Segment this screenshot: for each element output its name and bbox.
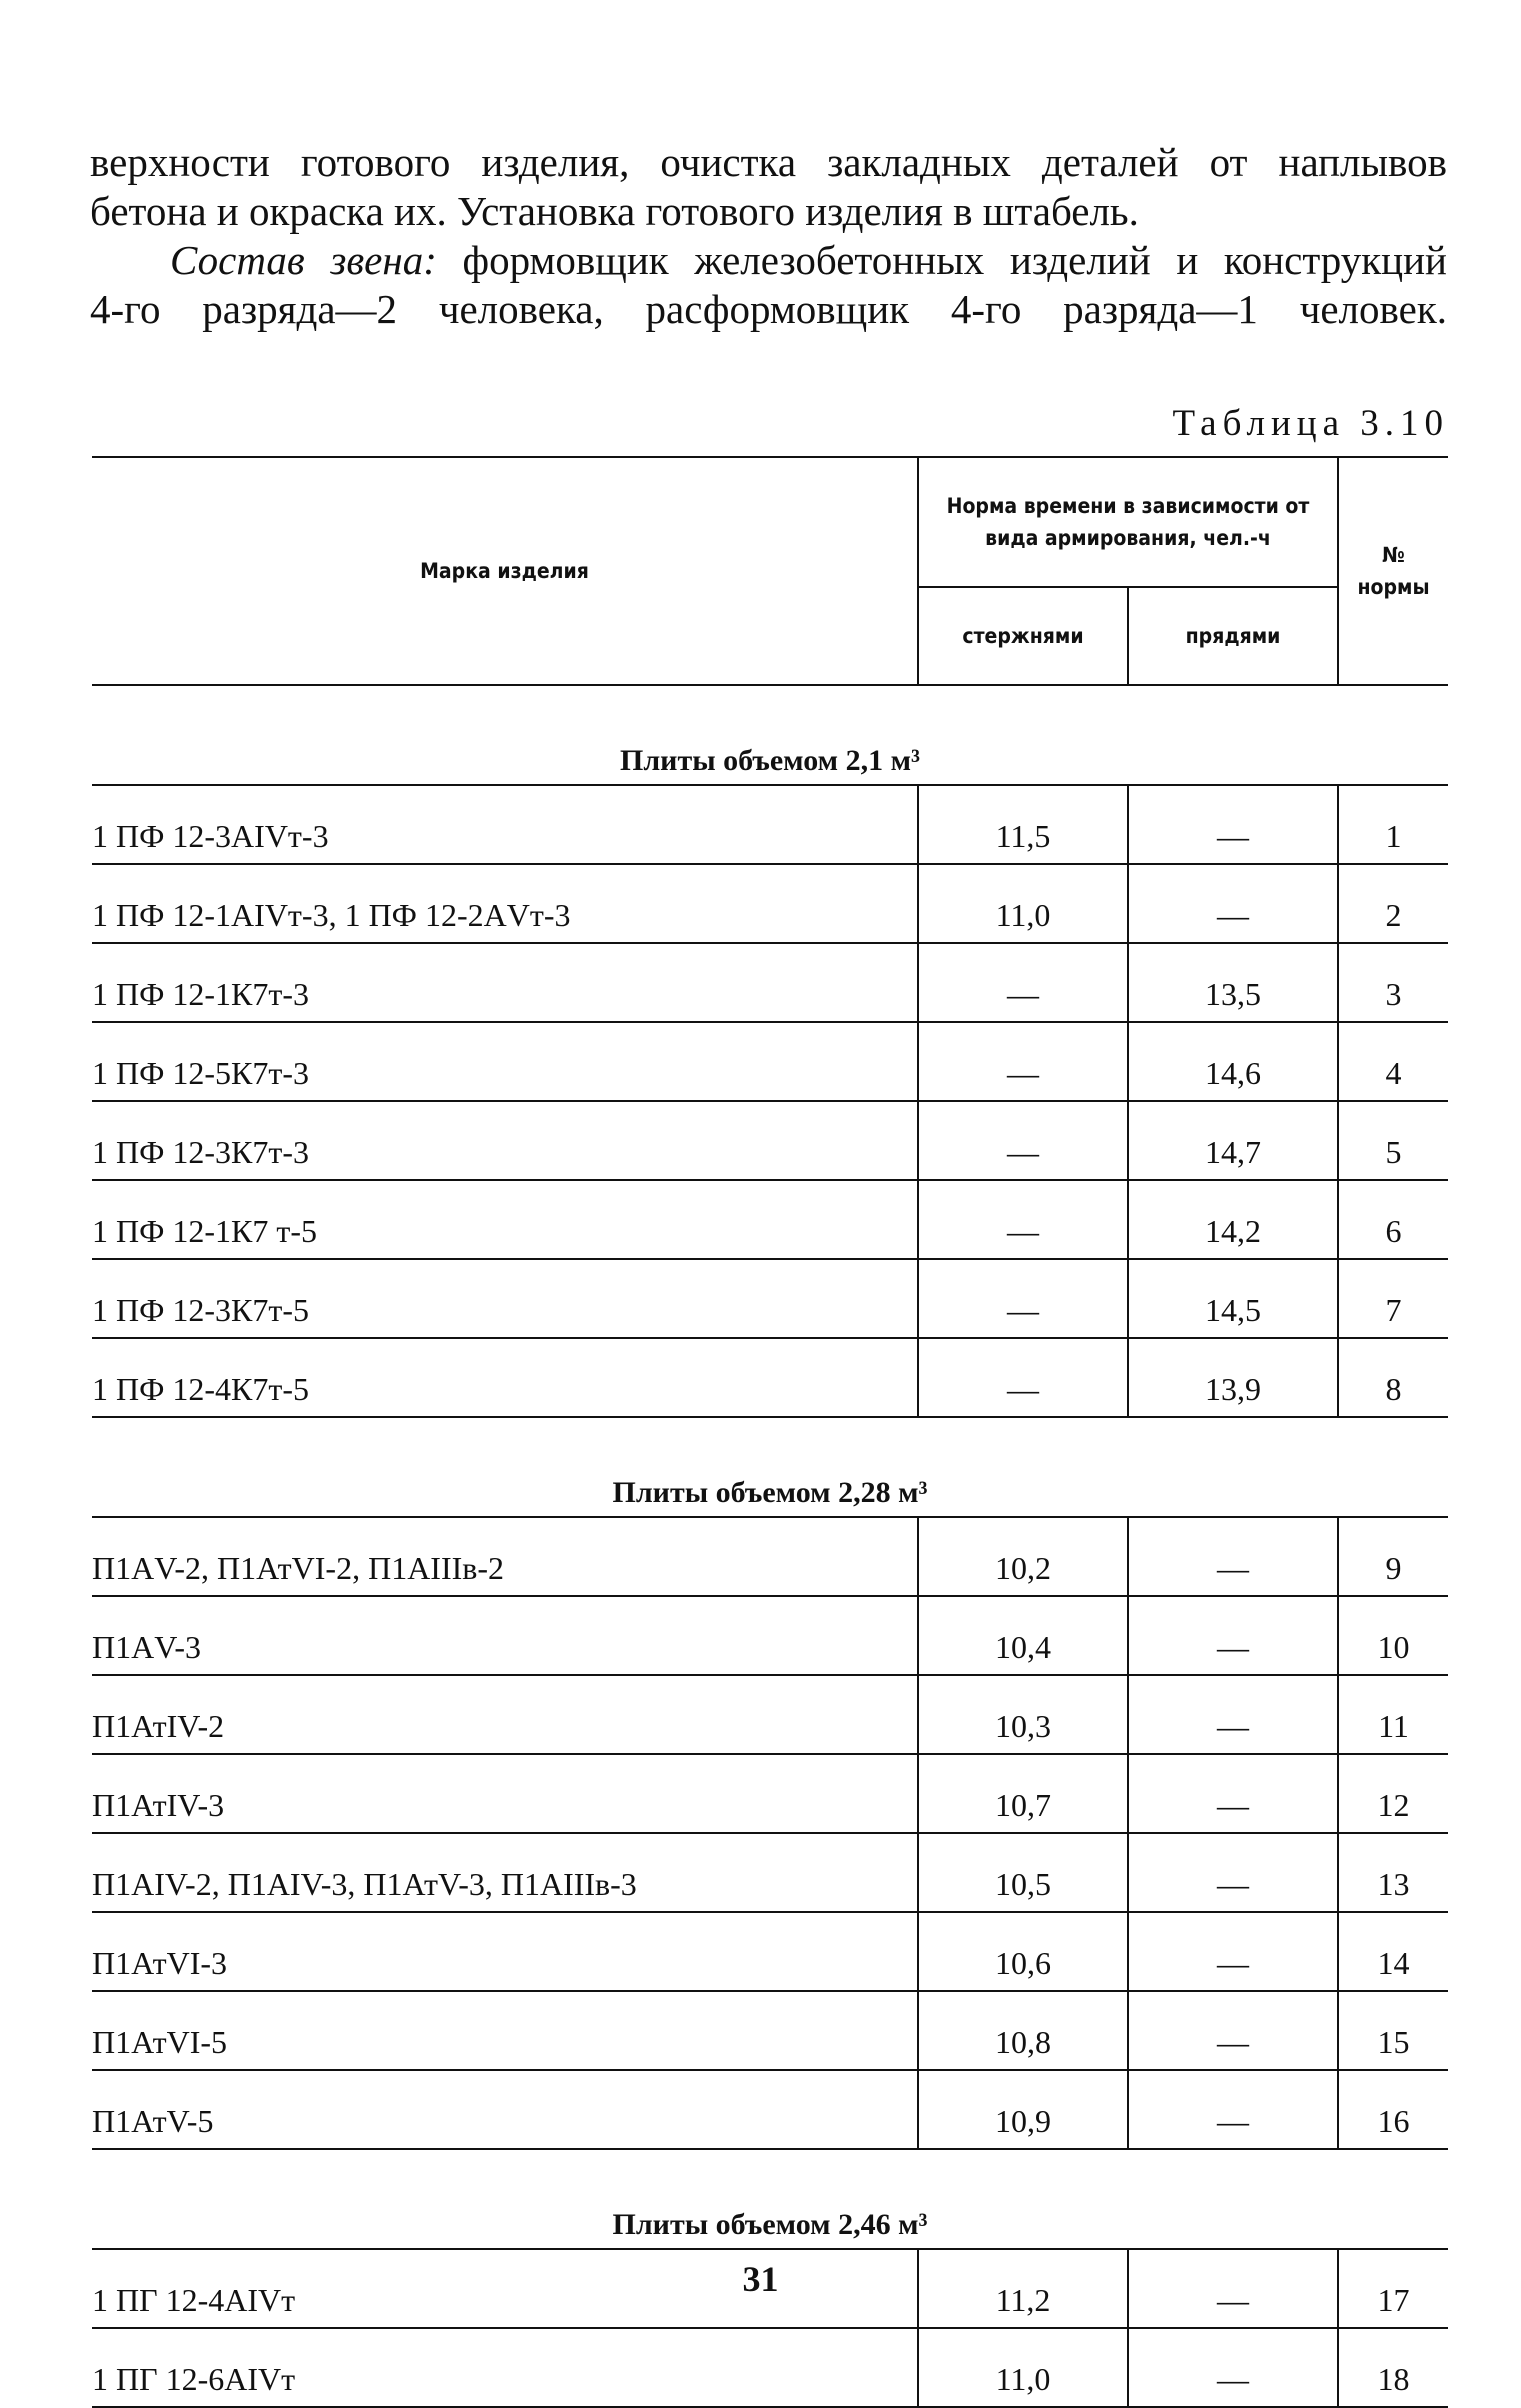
table-row: [92, 1180, 1448, 1259]
norm-number: 15: [1338, 1991, 1448, 2070]
norm-number: 2: [1338, 864, 1448, 943]
table-row: [92, 1991, 1448, 2070]
brand-cell: 1 ПФ 12-4К7т-5: [92, 1338, 918, 1417]
brand-cell: П1АV-2, П1АтVI-2, П1АIIIв-2: [92, 1517, 918, 1596]
crew-line: [90, 236, 1447, 285]
brand-cell: П1АтVI-3: [92, 1912, 918, 1991]
rods-value: —: [918, 1022, 1128, 1101]
page-number: 31: [742, 2259, 779, 2299]
brand-cell: 1 ПГ 12-4АIVт: [92, 2249, 918, 2328]
rods-value: 11,5: [918, 785, 1128, 864]
brand-cell: 1 ПФ 12-1К7 т-5: [92, 1180, 918, 1259]
table-row: [92, 2328, 1448, 2407]
intro-line: 4-го разряда—2 человека, расформовщик 4-го разряда—1 человек.: [90, 286, 1447, 332]
norm-number: 18: [1338, 2328, 1448, 2407]
strands-value: 13,9: [1128, 1338, 1338, 1417]
norm-number: 5: [1338, 1101, 1448, 1180]
group-title: Плиты объемом 2,1 м³: [92, 685, 1448, 785]
brand-cell: П1АтIV-2: [92, 1675, 918, 1754]
table-row: [92, 1912, 1448, 1991]
intro-line: верхности готового изделия, очистка закладных деталей от наплывов: [90, 139, 1447, 185]
strands-value: —: [1128, 785, 1338, 864]
table-row: [92, 864, 1448, 943]
strands-value: —: [1128, 2070, 1338, 2149]
table-body: [92, 685, 1448, 2407]
norm-number: 13: [1338, 1833, 1448, 1912]
group-title: Плиты объемом 2,46 м³: [92, 2149, 1448, 2249]
group-header-row: [92, 685, 1448, 785]
brand-cell: 1 ПГ 12-6АIVт: [92, 2328, 918, 2407]
strands-value: 14,2: [1128, 1180, 1338, 1259]
group-title: Плиты объемом 2,28 м³: [92, 1417, 1448, 1517]
rods-value: 10,7: [918, 1754, 1128, 1833]
brand-cell: П1АтIV-3: [92, 1754, 918, 1833]
intro-text: [90, 138, 1447, 334]
strands-value: —: [1128, 1912, 1338, 1991]
rods-value: 10,2: [918, 1517, 1128, 1596]
strands-value: —: [1128, 1754, 1338, 1833]
rods-value: 10,9: [918, 2070, 1128, 2149]
brand-cell: 1 ПФ 12-1К7т-3: [92, 943, 918, 1022]
norm-number: 1: [1338, 785, 1448, 864]
norm-number: 17: [1338, 2249, 1448, 2328]
header-strands: прядями: [1128, 587, 1338, 685]
norms-table: [92, 456, 1448, 2408]
table-row: [92, 785, 1448, 864]
header-rods: стержнями: [918, 587, 1128, 685]
table-caption: Таблица 3.10: [1172, 403, 1449, 444]
rods-value: 10,6: [918, 1912, 1128, 1991]
rods-value: —: [918, 1259, 1128, 1338]
strands-value: 13,5: [1128, 943, 1338, 1022]
brand-cell: 1 ПФ 12-3К7т-3: [92, 1101, 918, 1180]
rods-value: 10,5: [918, 1833, 1128, 1912]
brand-cell: 1 ПФ 12-3АIVт-3: [92, 785, 918, 864]
strands-value: 14,5: [1128, 1259, 1338, 1338]
norm-number: 6: [1338, 1180, 1448, 1259]
intro-line: бетона и окраска их. Установка готового изделия в штабель.: [90, 188, 1139, 234]
rods-value: —: [918, 943, 1128, 1022]
strands-value: —: [1128, 1596, 1338, 1675]
group-header-row: [92, 2149, 1448, 2249]
norm-number: 8: [1338, 1338, 1448, 1417]
rods-value: 11,0: [918, 2328, 1128, 2407]
table-row: [92, 1596, 1448, 1675]
table-row: [92, 1259, 1448, 1338]
table-row: [92, 2070, 1448, 2149]
norm-number: 16: [1338, 2070, 1448, 2149]
strands-value: —: [1128, 1833, 1338, 1912]
norm-number: 7: [1338, 1259, 1448, 1338]
brand-cell: 1 ПФ 12-5К7т-3: [92, 1022, 918, 1101]
rods-value: —: [918, 1338, 1128, 1417]
rods-value: 11,2: [918, 2249, 1128, 2328]
header-norm-number: № нормы: [1338, 457, 1448, 685]
norm-number: 4: [1338, 1022, 1448, 1101]
norm-number: 14: [1338, 1912, 1448, 1991]
table-row: [92, 1675, 1448, 1754]
header-brand: Марка изделия: [92, 457, 918, 685]
strands-value: —: [1128, 2249, 1338, 2328]
norm-number: 3: [1338, 943, 1448, 1022]
strands-value: 14,7: [1128, 1101, 1338, 1180]
strands-value: —: [1128, 1991, 1338, 2070]
norm-number: 10: [1338, 1596, 1448, 1675]
strands-value: —: [1128, 2328, 1338, 2407]
norm-number: 11: [1338, 1675, 1448, 1754]
table-row: [92, 943, 1448, 1022]
brand-cell: П1АтV-5: [92, 2070, 918, 2149]
crew-label: Состав звена:: [170, 237, 437, 283]
header-norm-group: Норма времени в зависимости от вида армирования, чел.-ч: [918, 457, 1338, 587]
strands-value: —: [1128, 1517, 1338, 1596]
brand-cell: 1 ПФ 12-3К7т-5: [92, 1259, 918, 1338]
rods-value: —: [918, 1101, 1128, 1180]
table-row: [92, 1517, 1448, 1596]
table-row: [92, 1101, 1448, 1180]
group-header-row: [92, 1417, 1448, 1517]
brand-cell: П1АтVI-5: [92, 1991, 918, 2070]
strands-value: 14,6: [1128, 1022, 1338, 1101]
table-row: [92, 1022, 1448, 1101]
intro-line-rest: формовщик железобетонных изделий и конструкций: [462, 237, 1447, 283]
table-row: [92, 1754, 1448, 1833]
rods-value: 10,8: [918, 1991, 1128, 2070]
brand-cell: 1 ПФ 12-1АIVт-3, 1 ПФ 12-2АVт-3: [92, 864, 918, 943]
norm-number: 12: [1338, 1754, 1448, 1833]
rods-value: 11,0: [918, 864, 1128, 943]
rods-value: 10,3: [918, 1675, 1128, 1754]
norm-number: 9: [1338, 1517, 1448, 1596]
strands-value: —: [1128, 1675, 1338, 1754]
brand-cell: П1АIV-2, П1АIV-3, П1АтV-3, П1АIIIв-3: [92, 1833, 918, 1912]
table-row: [92, 1338, 1448, 1417]
table-row: [92, 1833, 1448, 1912]
strands-value: —: [1128, 864, 1338, 943]
rods-value: 10,4: [918, 1596, 1128, 1675]
rods-value: —: [918, 1180, 1128, 1259]
brand-cell: П1АV-3: [92, 1596, 918, 1675]
